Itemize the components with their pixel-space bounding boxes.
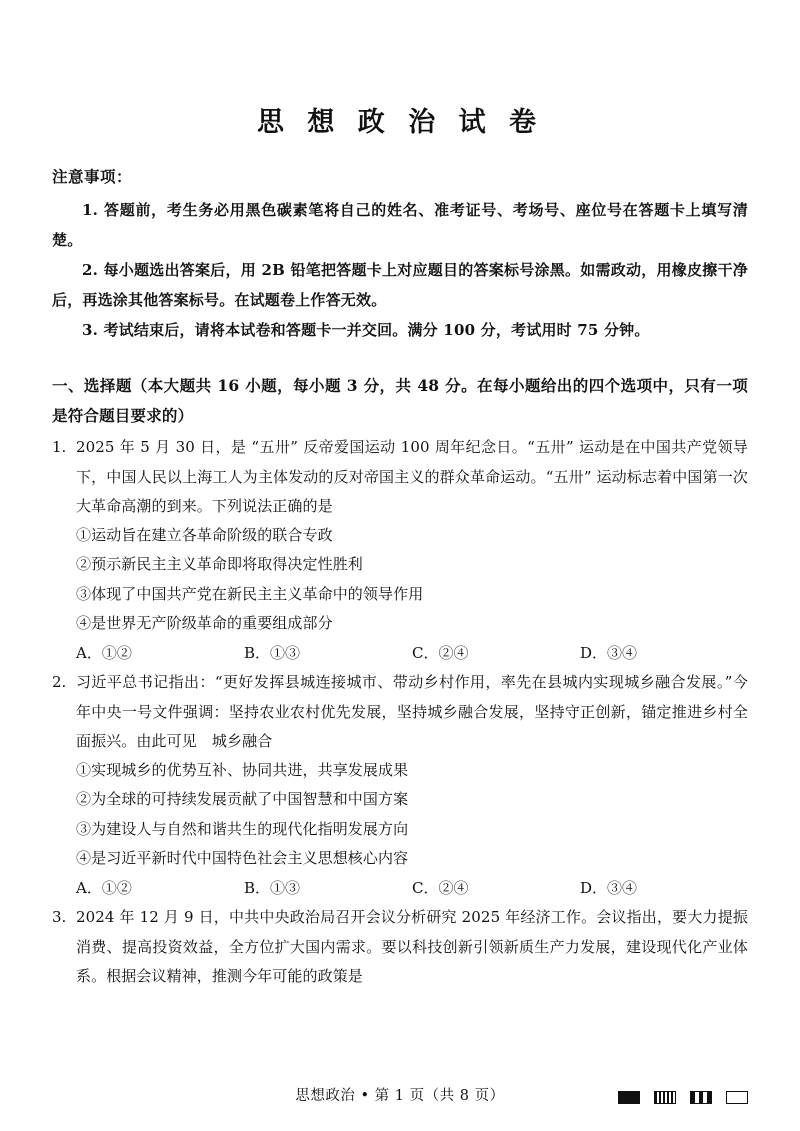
- option-c[interactable]: C．②④: [412, 879, 469, 898]
- notice-item-2: 2. 每小题选出答案后，用 2B 铅笔把答题卡上对应题目的答案标号涂黑。如需政动，用橡皮擦干净后，再选涂其他答案标号。在试题卷上作答无效。: [52, 261, 748, 309]
- question-sub-item: ④是世界无产阶级革命的重要组成部分: [76, 613, 333, 632]
- question-sub-item: ①运动旨在建立各革命阶级的联合专政: [76, 526, 333, 545]
- question-2: [52, 668, 748, 903]
- question-sub-item: ③体现了中国共产党在新民主主义革命中的领导作用: [76, 584, 424, 603]
- footer-mark-dotted-icon: [654, 1091, 676, 1104]
- spacer: [52, 345, 748, 371]
- option-d[interactable]: D．③④: [580, 879, 638, 898]
- question-sub-item: ②预示新民主主义革命即将取得决定性胜利: [76, 555, 363, 574]
- footer-mark-filled-icon: [618, 1091, 640, 1104]
- notice-item-1: 1. 答题前，考生务必用黑色碳素笔将自己的姓名、准考证号、考场号、座位号在答题卡上填写清楚。: [52, 201, 748, 249]
- section-heading-choice: 一、选择题（本大题共 16 小题，每小题 3 分，共 48 分。在每小题给出的四个选项中，只有一项是符合题目要求的）: [52, 376, 748, 426]
- question-1: [52, 433, 748, 668]
- footer-mark-dashed-icon: [690, 1091, 712, 1104]
- option-b[interactable]: B．①③: [244, 879, 301, 898]
- option-d[interactable]: D．③④: [580, 644, 638, 663]
- question-sub-item: ②为全球的可持续发展贡献了中国智慧和中国方案: [76, 790, 409, 809]
- notice-item-3: 3. 考试结束后，请将本试卷和答题卡一并交回。满分 100 分，考试用时 75 分钟。: [82, 321, 650, 339]
- question-stem: 习近平总书记指出：“更好发挥县城连接城市、带动乡村作用，率先在县城内实现城乡融合发展。”今年中央一号文件强调：坚持农业农村优先发展，坚持城乡融合发展，坚持守正创新，锚定推进乡村全面振兴。由此可见 城乡融合: [76, 673, 748, 750]
- footer-mark-empty-icon: [726, 1091, 748, 1104]
- option-row: [76, 874, 748, 903]
- question-number: 1.: [52, 438, 67, 457]
- question-3: [52, 903, 748, 991]
- question-sub-item: ①实现城乡的优势互补、协同共进，共享发展成果: [76, 761, 409, 780]
- footer-marks: [618, 1091, 748, 1104]
- option-b[interactable]: B．①③: [244, 644, 301, 663]
- option-a[interactable]: A．①②: [76, 644, 132, 663]
- question-number: 2.: [52, 673, 67, 692]
- question-number: 3.: [52, 908, 67, 927]
- question-stem: 2024 年 12 月 9 日，中共中央政治局召开会议分析研究 2025 年经济工作。会议指出，要大力提振消费、提高投资效益，全方位扩大国内需求。要以科技创新引领新质生产力发展，建设现代化产业体系。根据会议精神，推测今年可能的政策是: [76, 908, 748, 985]
- option-a[interactable]: A．①②: [76, 879, 132, 898]
- option-c[interactable]: C．②④: [412, 644, 469, 663]
- notice-heading: 注意事项：: [52, 167, 133, 186]
- page-title: 思 想 政 治 试 卷: [257, 107, 543, 138]
- footer-page-label: 思想政治 • 第 1 页（共 8 页）: [295, 1088, 505, 1104]
- option-row: [76, 639, 748, 668]
- question-stem: 2025 年 5 月 30 日，是 “五卅” 反帝爱国运动 100 周年纪念日。“五卅” 运动是在中国共产党领导下，中国人民以上海工人为主体发动的反对帝国主义的群众革命运动。“五卅” 运动标志着中国第一次大革命高潮的到来。下列说法正确的是: [76, 438, 748, 515]
- question-sub-item: ④是习近平新时代中国特色社会主义思想核心内容: [76, 848, 409, 867]
- question-sub-item: ③为建设人与自然和谐共生的现代化指明发展方向: [76, 819, 409, 838]
